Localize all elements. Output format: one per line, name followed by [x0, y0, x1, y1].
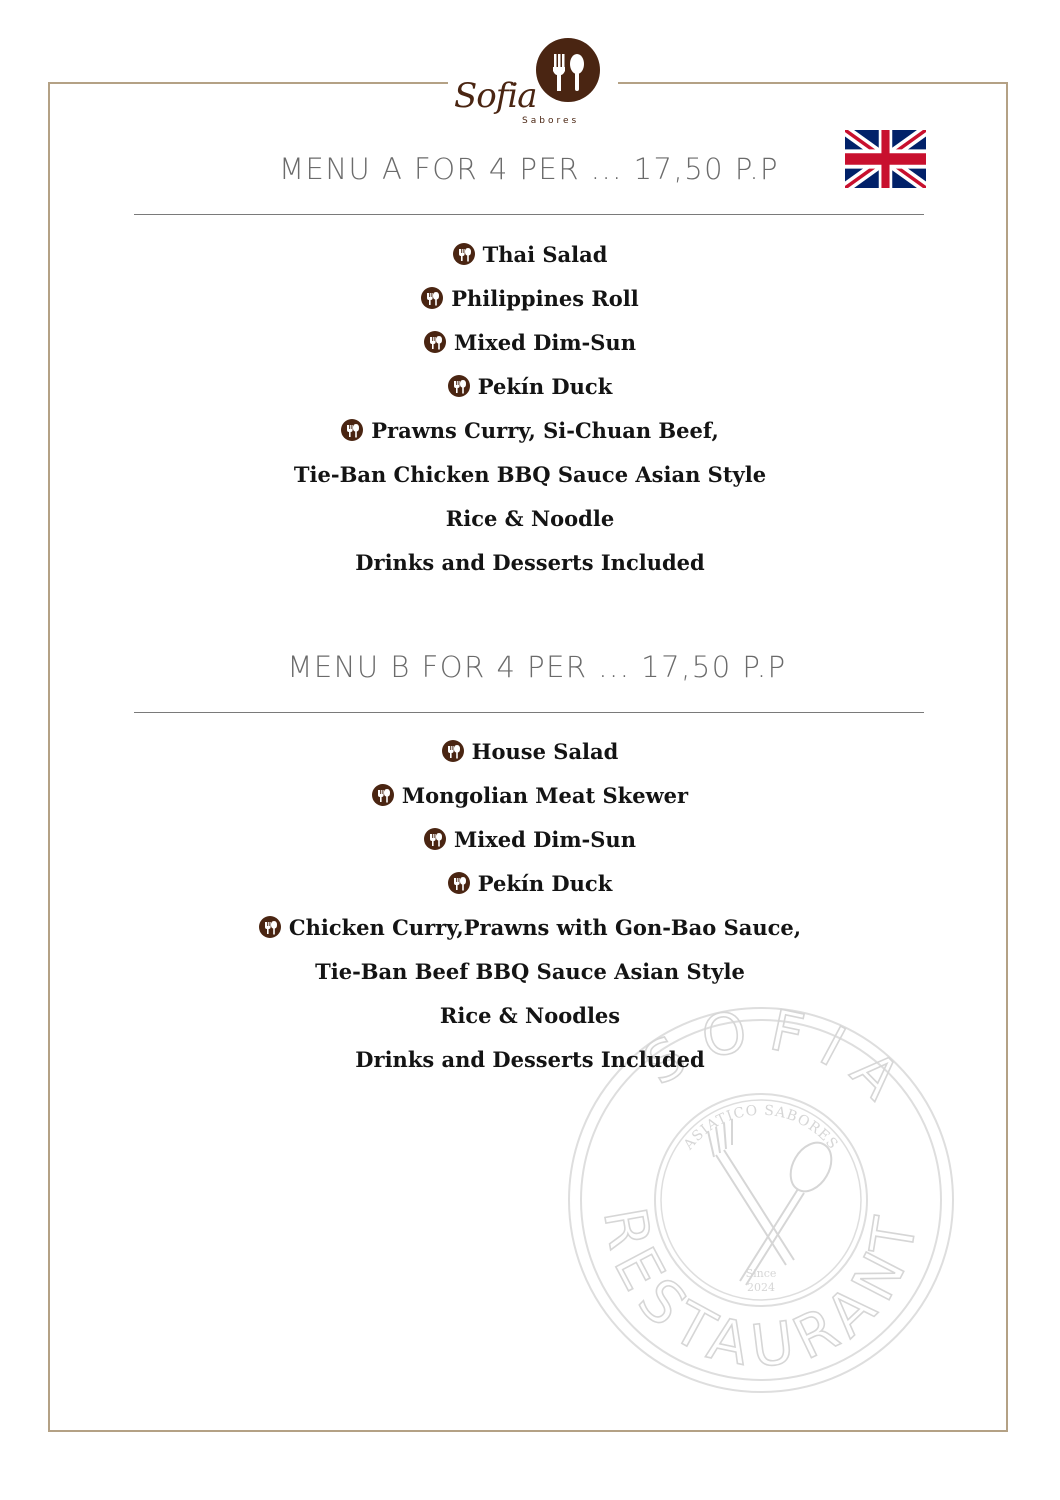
- fork-spoon-icon: [536, 38, 600, 102]
- list-item: [130, 871, 930, 896]
- stamp-bottom-text: RESTAURANT: [590, 1202, 932, 1381]
- menu-b-item-3: Mixed Dim-Sun: [454, 827, 636, 852]
- list-item: [130, 418, 930, 443]
- menu-b-note-rice: Rice & Noodles: [439, 1003, 621, 1028]
- stamp-top-text: SOFIA: [632, 1005, 925, 1125]
- menu-a-continuation: Tie-Ban Chicken BBQ Sauce Asian Style: [293, 462, 767, 487]
- stamp-year: 2024: [747, 1281, 775, 1294]
- logo-name: Sofia: [454, 76, 537, 116]
- menu-b-item-2: Mongolian Meat Skewer: [401, 783, 689, 808]
- list-item: [130, 330, 930, 355]
- menu-a-item-2: Philippines Roll: [451, 286, 639, 311]
- menu-b-continuation: Tie-Ban Beef BBQ Sauce Asian Style: [315, 959, 745, 984]
- menu-b-item-1: House Salad: [471, 739, 619, 764]
- list-item: [130, 374, 930, 399]
- divider: [134, 214, 924, 215]
- logo-tagline: Sabores: [522, 116, 580, 126]
- fork-spoon-icon: [372, 784, 394, 806]
- divider: [134, 712, 924, 713]
- menu-a-note-rice: Rice & Noodle: [445, 506, 615, 531]
- list-item: [130, 739, 930, 764]
- fork-spoon-icon: [448, 872, 470, 894]
- menu-a-title: MENU A FOR 4 PER ... 17,50 P.P: [278, 152, 780, 186]
- fork-spoon-icon: [424, 331, 446, 353]
- list-item: [130, 915, 930, 940]
- fork-spoon-icon: [259, 916, 281, 938]
- menu-a-item-5: Prawns Curry, Si-Chuan Beef,: [371, 418, 719, 443]
- stamp-middle-text: ASIATICO SABORES: [680, 1102, 842, 1153]
- list-item: [130, 827, 930, 852]
- stamp-since: Since: [745, 1267, 777, 1280]
- list-item: [130, 286, 930, 311]
- menu-a-note-drinks: Drinks and Desserts Included: [355, 550, 705, 575]
- menu-a-item-1: Thai Salad: [482, 242, 608, 267]
- menu-a-item-3: Mixed Dim-Sun: [454, 330, 636, 355]
- fork-spoon-icon: [424, 828, 446, 850]
- menu-b-item-5: Chicken Curry,Prawns with Gon-Bao Sauce,: [288, 915, 802, 940]
- fork-spoon-icon: [453, 243, 475, 265]
- menu-b-item-4: Pekín Duck: [477, 871, 613, 896]
- restaurant-logo: [448, 30, 618, 136]
- fork-spoon-icon: [341, 419, 363, 441]
- fork-spoon-icon: [442, 740, 464, 762]
- list-item: [130, 783, 930, 808]
- list-item: [130, 242, 930, 267]
- fork-spoon-icon: [421, 287, 443, 309]
- menu-b-note-drinks: Drinks and Desserts Included: [355, 1047, 705, 1072]
- menu-a-item-4: Pekín Duck: [477, 374, 613, 399]
- fork-spoon-icon: [448, 375, 470, 397]
- menu-b-title: MENU B FOR 4 PER ... 17,50 P.P: [287, 650, 787, 684]
- fork-spoon-icon: [708, 1119, 840, 1285]
